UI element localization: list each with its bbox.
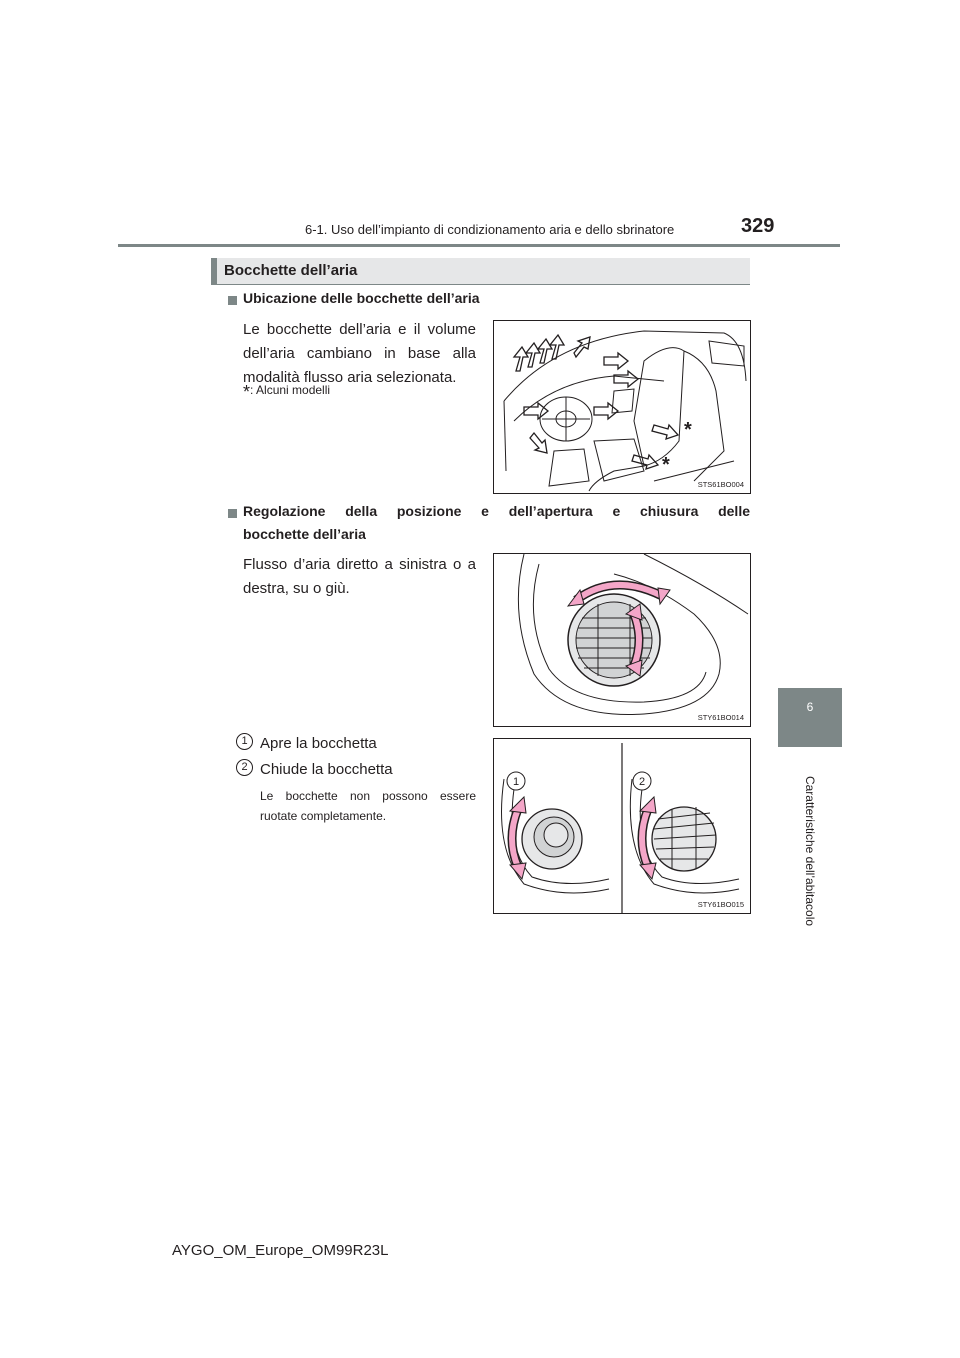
- footnote: [243, 382, 330, 403]
- header-title: 6-1. Uso dell’impianto di condizionamento aria e dello sbrinatore: [305, 222, 675, 237]
- figure-vent-adjust: [493, 553, 751, 727]
- paragraph-location: Le bocchette dell’aria e il volume dell’aria cambiano in base alla modalità flusso aria selezionata.: [243, 321, 476, 386]
- figure-code: STY61BO015: [697, 900, 744, 909]
- chapter-tab-number: 6: [806, 700, 814, 714]
- bullet-square-icon: [228, 509, 237, 518]
- section-heading-accent: [211, 258, 217, 285]
- subsection-heading-adjust-line1: Regolazione della posizione e dell’apertura e chiusura delle: [243, 503, 750, 519]
- paragraph-adjust: Flusso d’aria diretto a sinistra o a destra, su o giù.: [243, 556, 476, 597]
- callout-text-2: Chiude la bocchetta: [260, 761, 393, 778]
- asterisk-mark-1: *: [684, 419, 692, 441]
- subsection-heading-location: Ubicazione delle bocchette dell’aria: [243, 290, 480, 306]
- callout-text-1: Apre la bocchetta: [260, 735, 377, 752]
- figure-code: STS61BO004: [697, 480, 744, 489]
- callout-badge-2: 2: [236, 759, 253, 776]
- vent-adjust-illustration: [494, 554, 750, 726]
- callout-badge-1: 1: [236, 733, 253, 750]
- footnote-text: : Alcuni modelli: [250, 383, 331, 397]
- chapter-tab-label: Caratteristiche dell’abitacolo: [803, 775, 817, 927]
- header-rule: [118, 244, 840, 247]
- asterisk-mark-2: *: [662, 454, 670, 476]
- vent-open-close-illustration: [494, 739, 750, 913]
- figure-vent-open-close: [493, 738, 751, 914]
- bullet-square-icon: [228, 296, 237, 305]
- subsection-heading-adjust-line2: bocchette dell’aria: [243, 526, 366, 542]
- cabin-illustration: [494, 321, 750, 493]
- note-rotation: Le bocchette non possono essere ruotate completamente.: [260, 789, 476, 823]
- section-title: Bocchette dell’aria: [224, 262, 358, 279]
- page-number: 329: [741, 215, 775, 237]
- asterisk-symbol: *: [243, 382, 251, 402]
- figure-cabin-vents: [493, 320, 751, 494]
- figure-code: STY61BO014: [697, 713, 744, 722]
- figure-callout-2: 2: [638, 776, 646, 788]
- footer-doc-id: AYGO_OM_Europe_OM99R23L: [172, 1242, 389, 1259]
- figure-callout-1: 1: [512, 776, 520, 788]
